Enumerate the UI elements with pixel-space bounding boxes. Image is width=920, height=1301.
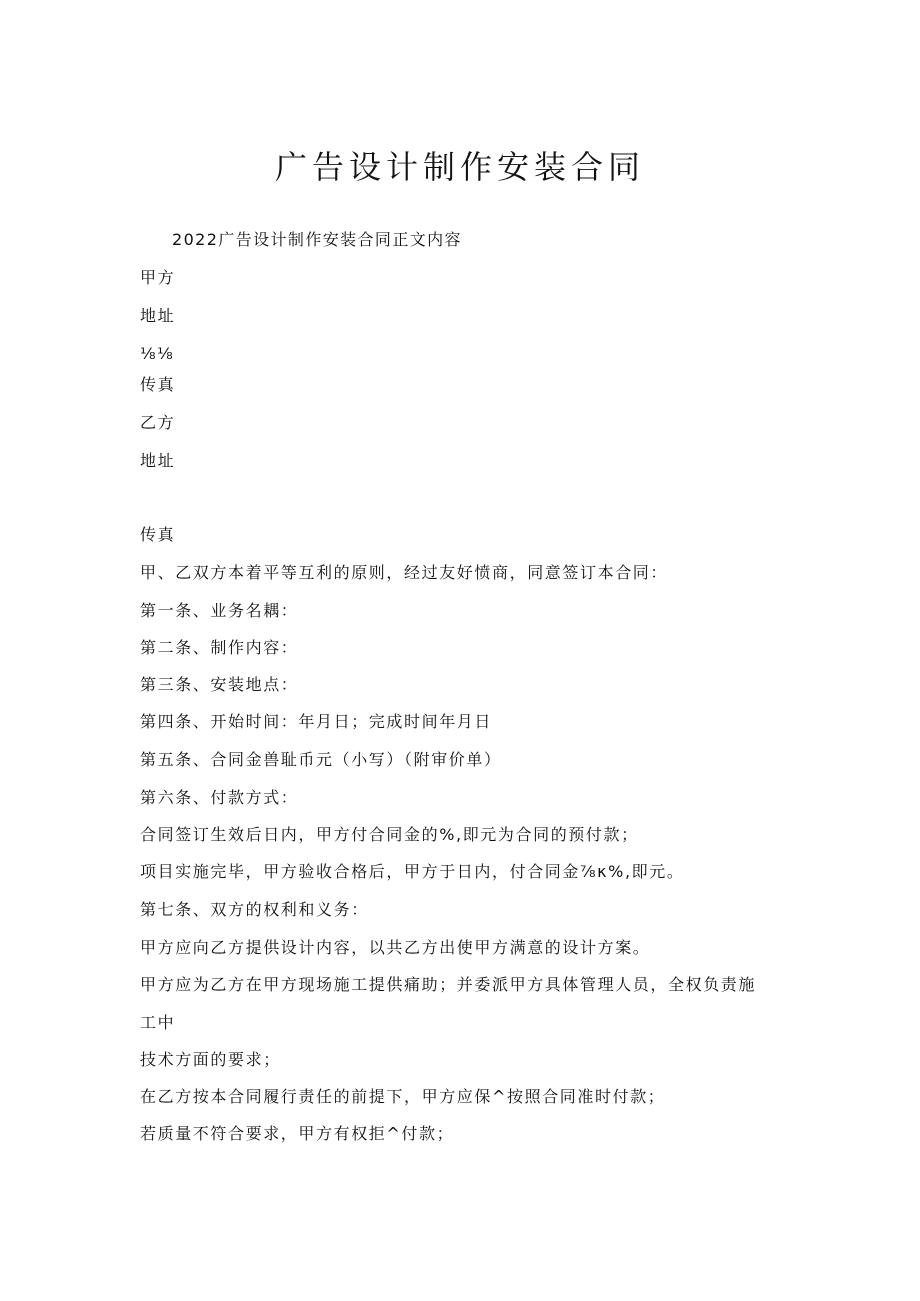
obligation-clause-4: 在乙方按本合同履行责任的前提下，甲方应保^按照合同准时付款；	[140, 1087, 666, 1106]
article-2: 第二条、制作内容：	[140, 638, 299, 657]
document-title: 广告设计制作安装合同	[274, 148, 645, 186]
party-a-fax-label: 传真	[140, 375, 176, 394]
party-a-address-label: 地址	[140, 306, 176, 325]
obligation-clause-1: 甲方应向乙方提供设计内容，以共乙方出使甲方满意的设计方案。	[140, 938, 651, 957]
party-b-label: 乙方	[140, 413, 176, 432]
obligation-clause-2: 甲方应为乙方在甲方现场施工提供痛助；并委派甲方具体管理人员，全权负责施	[140, 975, 757, 994]
party-a-phone-label: ⅛⅛	[140, 344, 175, 363]
article-3: 第三条、安装地点：	[140, 675, 299, 694]
payment-clause-2: 项目实施完毕，甲方验收合格后，甲方于日内，付合同金⅞κ%,即元。	[140, 862, 685, 881]
article-4: 第四条、开始时间：年月日；完成时间年月日	[140, 712, 493, 731]
obligation-clause-5: 若质量不符合要求，甲方有权拒^付款；	[140, 1124, 455, 1143]
preamble-text: 甲、乙双方本着平等互利的原则，经过友好愤商，同意签订本合同：	[140, 563, 669, 582]
obligation-clause-3: 技术方面的要求；	[140, 1050, 281, 1069]
article-5: 第五条、合同金兽耻币元（小写）（附审价单）	[140, 750, 502, 769]
party-b-fax-label: 传真	[140, 525, 176, 544]
article-1: 第一条、业务名耦：	[140, 601, 299, 620]
document-subtitle: 2022广告设计制作安装合同正文内容	[172, 230, 462, 249]
obligation-clause-2-continued: 工中	[140, 1013, 176, 1032]
party-a-label: 甲方	[140, 268, 176, 287]
article-7: 第七条、双方的权利和义务：	[140, 900, 369, 919]
party-b-address-label: 地址	[140, 451, 176, 470]
payment-clause-1: 合同签订生效后日内，甲方付合同金的%,即元为合同的预付款；	[140, 825, 639, 844]
article-6: 第六条、付款方式：	[140, 788, 299, 807]
